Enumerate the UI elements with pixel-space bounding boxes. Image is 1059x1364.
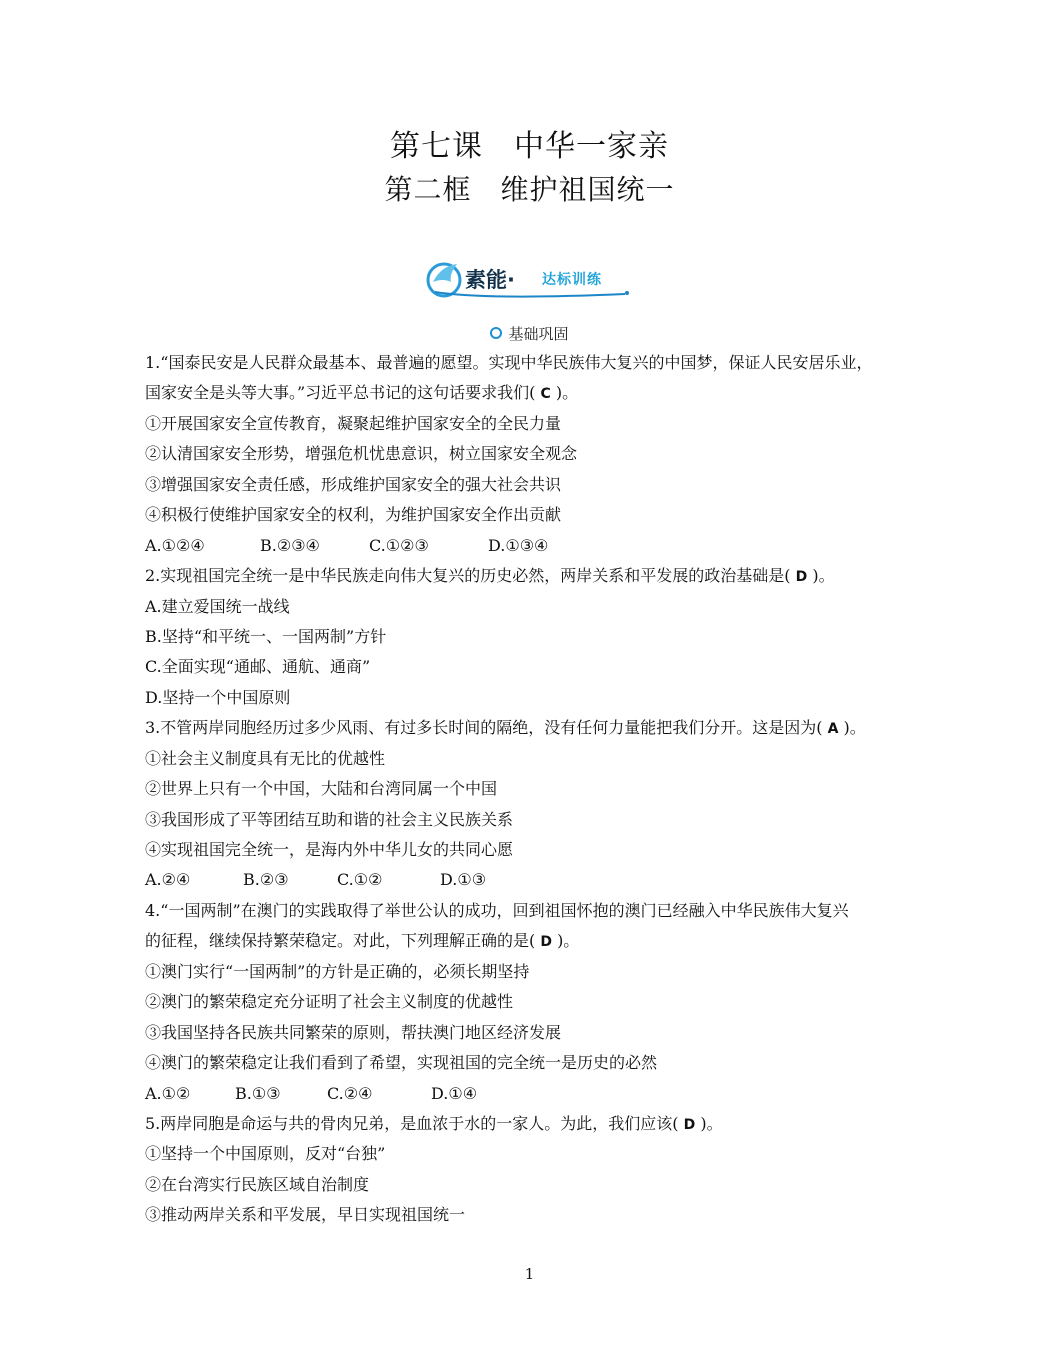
answer-option: B.②③④ <box>260 535 320 555</box>
question-item: D.坚持一个中国原则 <box>145 687 291 707</box>
question-stem <box>145 561 945 591</box>
answer-option: A.②④ <box>145 870 191 890</box>
question-item: ③增强国家安全责任感，形成维护国家安全的强大社会共识 <box>145 474 562 494</box>
question-stem <box>145 896 945 926</box>
question-stem-text: 1.“国泰民安是人民群众最基本、最普遍的愿望。实现中华民族伟大复兴的中国梦，保证人民安居乐业， <box>145 353 873 372</box>
question-item: ②世界上只有一个中国，大陆和台湾同属一个中国 <box>145 779 498 799</box>
question-stem-end: )。 <box>557 931 580 951</box>
question-item: ②在台湾实行民族区域自治制度 <box>145 1174 370 1194</box>
question-stem-text: 4.“一国两制”在澳门的实践取得了举世公认的成功，回到祖国怀抱的澳门已经融入中华民族伟大复兴 <box>145 900 849 920</box>
answer-options <box>145 865 945 895</box>
banner-bird-icon <box>425 256 635 300</box>
answer-option: B.①③ <box>235 1083 281 1103</box>
question-item: ③推动两岸关系和平发展，早日实现祖国统一 <box>145 1205 466 1225</box>
question-item: ①坚持一个中国原则，反对“台独” <box>145 1144 386 1164</box>
answer-option: C.①② <box>337 870 383 890</box>
question-list <box>145 348 945 1231</box>
ring-bullet-icon <box>490 327 502 339</box>
answer-letter: D <box>795 569 808 586</box>
question-item: ①社会主义制度具有无比的优越性 <box>145 748 386 768</box>
answer-option: B.②③ <box>243 870 289 890</box>
answer-option: C.①②③ <box>369 535 429 555</box>
answer-option: D.①③④ <box>488 535 549 555</box>
question-stem <box>145 926 945 956</box>
answer-letter: C <box>540 386 551 403</box>
question-item: ③我国坚持各民族共同繁荣的原则，帮扶澳门地区经济发展 <box>145 1022 562 1042</box>
section-title: 第二框 维护祖国统一 <box>384 173 675 206</box>
answer-option: A.①② <box>145 1083 191 1103</box>
question-stem <box>145 348 945 378</box>
question-item: ③我国形成了平等团结互助和谐的社会主义民族关系 <box>145 809 514 829</box>
question-item: ②认清国家安全形势，增强危机忧患意识，树立国家安全观念 <box>145 444 578 464</box>
answer-options <box>145 531 945 561</box>
subsection-heading <box>0 323 1059 344</box>
question-item: B.坚持“和平统一、一国两制”方针 <box>145 626 387 646</box>
answer-letter: D <box>540 934 552 951</box>
banner-sub-text: 达标训练 <box>542 272 602 288</box>
question-item: ④实现祖国完全统一，是海内外中华儿女的共同心愿 <box>145 840 514 859</box>
question-item: ④积极行使维护国家安全的权利，为维护国家安全作出贡献 <box>145 505 562 525</box>
question-item: ②澳门的繁荣稳定充分证明了社会主义制度的优越性 <box>145 992 514 1012</box>
subsection-label: 基础巩固 <box>508 325 569 343</box>
question-item: ④澳门的繁荣稳定让我们看到了希望，实现祖国的完全统一是历史的必然 <box>145 1053 658 1073</box>
answer-option: A.①②④ <box>145 535 205 555</box>
question-stem-text: 2.实现祖国完全统一是中华民族走向伟大复兴的历史必然，两岸关系和平发展的政治基础是( <box>145 566 791 586</box>
answer-option: C.②④ <box>327 1083 373 1103</box>
question-stem <box>145 713 945 743</box>
question-stem <box>145 1109 945 1139</box>
answer-letter: A <box>827 721 839 738</box>
question-item: ①开展国家安全宣传教育，凝聚起维护国家安全的全民力量 <box>145 413 562 433</box>
answer-letter: D <box>683 1116 696 1133</box>
lesson-title: 第七课 中华一家亲 <box>390 129 669 164</box>
question-stem-end: )。 <box>555 383 579 403</box>
answer-options <box>145 1079 945 1109</box>
section-banner <box>425 256 635 300</box>
banner-main-text: 素能· <box>465 268 515 292</box>
question-item: A.建立爱国统一战线 <box>145 596 290 616</box>
question-stem-text: 3.不管两岸同胞经历过多少风雨、有过多长时间的隔绝，没有任何力量能把我们分开。这是因为( <box>145 718 823 738</box>
question-stem-text: 5.两岸同胞是命运与共的骨肉兄弟，是血浓于水的一家人。为此，我们应该( <box>145 1113 679 1133</box>
question-item: C.全面实现“通邮、通航、通商” <box>145 657 371 677</box>
answer-option: D.①④ <box>431 1083 478 1103</box>
question-item: ①澳门实行“一国两制”的方针是正确的，必须长期坚持 <box>145 961 530 981</box>
question-stem-text: 的征程，继续保持繁荣稳定。对此，下列理解正确的是( <box>145 931 536 951</box>
question-stem <box>145 378 945 408</box>
question-stem-end: )。 <box>812 566 835 586</box>
question-stem-end: )。 <box>700 1113 723 1133</box>
page-number: 1 <box>524 1265 535 1283</box>
question-stem-end: )。 <box>843 718 866 738</box>
question-stem-text: 国家安全是头等大事。”习近平总书记的这句话要求我们( <box>145 383 536 403</box>
answer-option: D.①③ <box>440 870 487 890</box>
